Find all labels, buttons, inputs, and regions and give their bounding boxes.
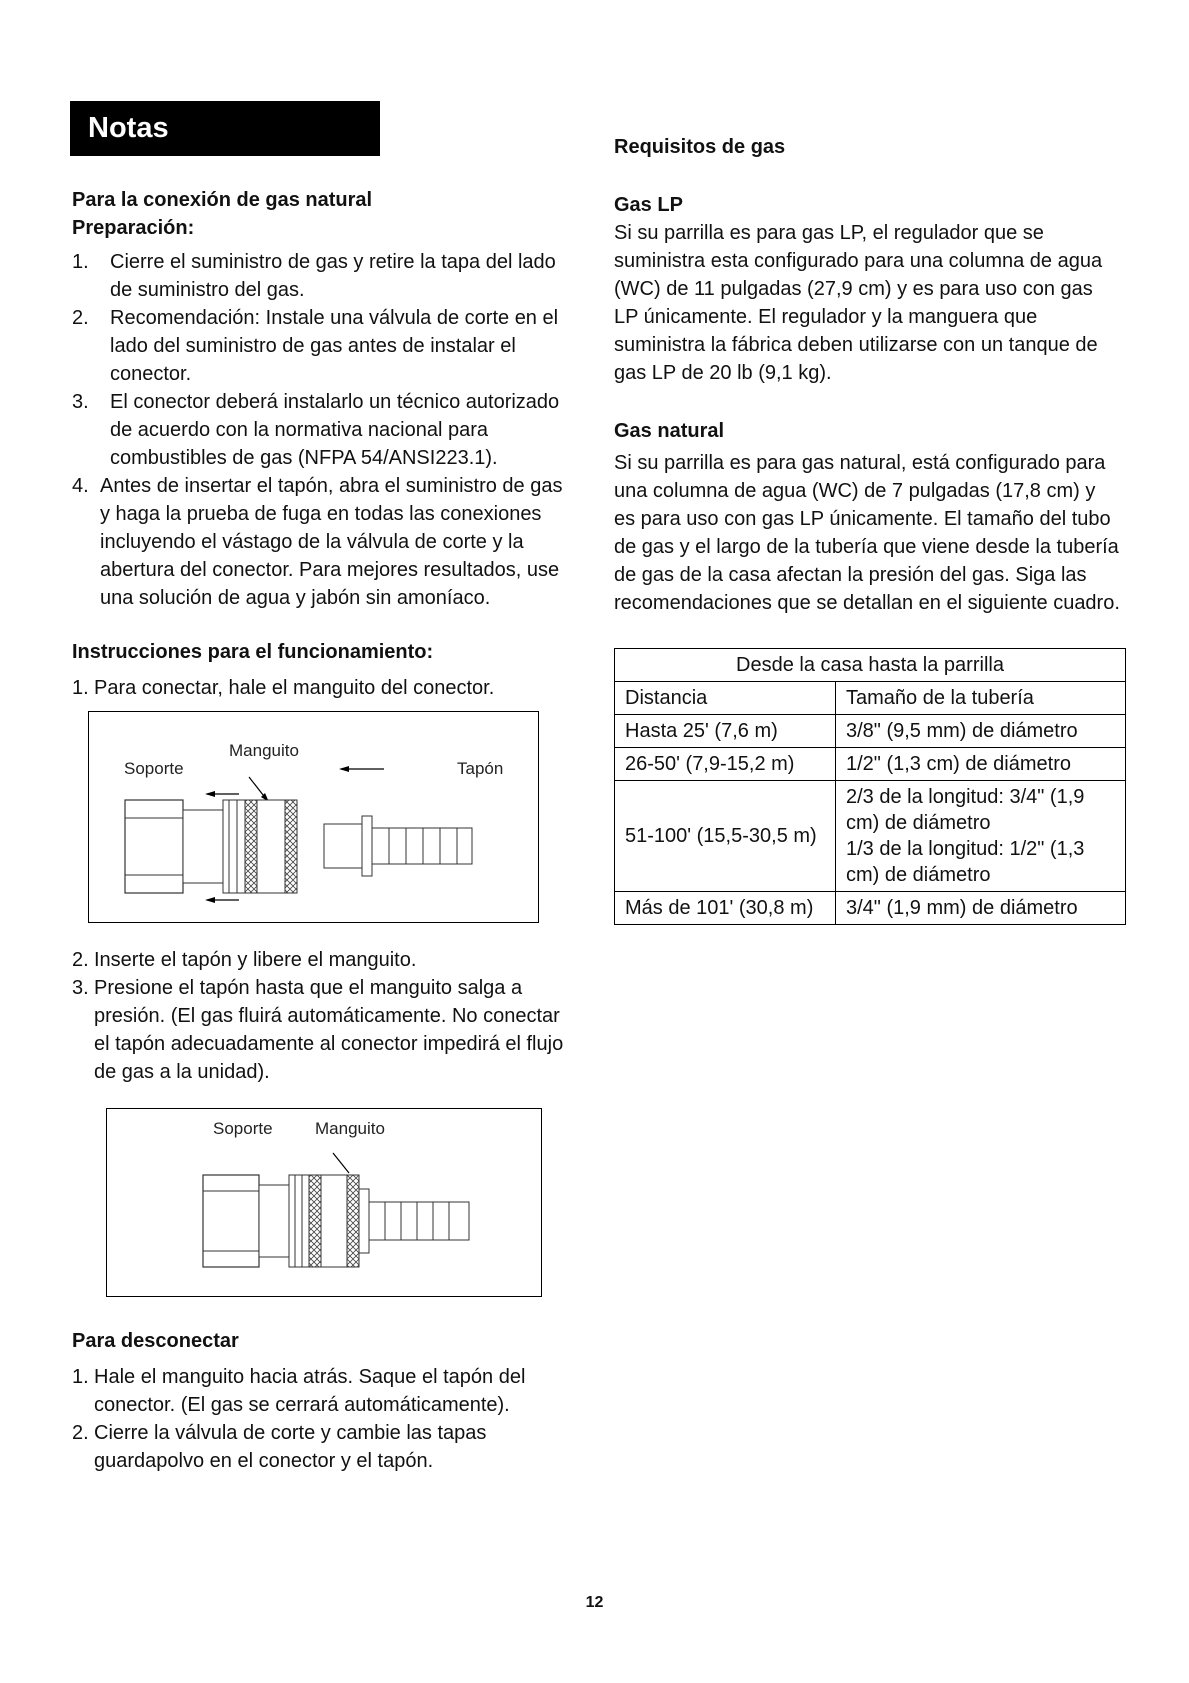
- table-row: [615, 748, 1126, 781]
- list-item: 1. Cierre el suministro de gas y retire la tapa del lado de suministro del gas.: [72, 251, 556, 301]
- table-cell: 1/2" (1,3 cm) de diámetro: [836, 748, 1126, 781]
- table-cell: 3/4" (1,9 mm) de diámetro: [836, 892, 1126, 925]
- table-row: [615, 781, 1126, 892]
- lp-gas-paragraph: Si su parrilla es para gas LP, el regulador que se suministra esta configurado para una columna de agua (WC) de 11 pulgadas (27,9 cm) y es para uso con gas LP únicamente. El regulador y la manguera que suministra la fábrica deben utilizarse con un tanque de gas LP de 20 lb (9,1 kg).: [614, 222, 1103, 384]
- operation-steps-2-3: [72, 946, 578, 1086]
- disconnect-heading: Para desconectar: [72, 1330, 239, 1352]
- left-column: [72, 186, 572, 612]
- table-row: [615, 649, 1126, 682]
- list-item: 4. Antes de insertar el tapón, abra el suministro de gas y haga la prueba de fuga en todas las conexiones incluyendo el vástago de la válvula de corte y la abertura del conector. Para mejores resultados, use una solución de agua y jabón sin amoníaco.: [72, 475, 563, 609]
- list-item: 1. Para conectar, hale el manguito del conector.: [72, 677, 495, 699]
- pipe-size-table-wrapper: [614, 648, 1126, 925]
- table-row: [615, 715, 1126, 748]
- natural-gas-paragraph: Si su parrilla es para gas natural, está configurado para una columna de agua (WC) de 7 pulgadas (17,8 cm) y es para uso con gas LP únicamente. El tamaño del tubo de gas y el largo de la tubería que viene desde la tubería de gas de la casa afectan la presión del gas. Siga las recomendaciones que se detallan en el siguiente cuadro.: [614, 452, 1120, 614]
- list-item: 3. El conector deberá instalarlo un técnico autorizado de acuerdo con la normativa nacional para combustibles de gas (NFPA 54/ANSI223.1).: [72, 391, 560, 469]
- table-cell: 51-100' (15,5-30,5 m): [615, 781, 836, 892]
- preparation-list: [72, 248, 572, 612]
- table-cell-line: 2/3 de la longitud: 3/4" (1,9 cm) de diámetro: [846, 786, 1085, 834]
- table-row: [615, 682, 1126, 715]
- table-title: Desde la casa hasta la parrilla: [615, 649, 1126, 682]
- notes-banner: Notas: [70, 101, 380, 156]
- table-row: [615, 892, 1126, 925]
- natural-gas-connection-heading: Para la conexión de gas natural: [72, 189, 373, 211]
- manguito-label: Manguito: [229, 741, 299, 760]
- lp-gas-heading: Gas LP: [614, 194, 683, 216]
- table-cell: 26-50' (7,9-15,2 m): [615, 748, 836, 781]
- operation-section: [72, 638, 572, 702]
- list-item: 2. Recomendación: Instale una válvula de corte en el lado del suministro de gas antes de instalar el conector.: [72, 307, 559, 385]
- disconnect-list: [72, 1363, 572, 1475]
- page-number: 12: [585, 1594, 604, 1611]
- table-cell: 3/8" (9,5 mm) de diámetro: [836, 715, 1126, 748]
- tapon-label: Tapón: [457, 759, 504, 778]
- operation-steps-list: [72, 946, 578, 1086]
- list-item: 2. Inserte el tapón y libere el manguito.: [72, 949, 417, 971]
- manguito-label: Manguito: [315, 1119, 385, 1138]
- soporte-label: Soporte: [213, 1119, 273, 1138]
- preparation-heading: Preparación:: [72, 217, 195, 239]
- right-column: [614, 133, 1124, 617]
- table-cell: Hasta 25' (7,6 m): [615, 715, 836, 748]
- connector-plug-drawing: [89, 712, 537, 920]
- connector-figure-disconnected: [88, 711, 539, 923]
- gas-requirements-heading: Requisitos de gas: [614, 136, 786, 158]
- table-cell: [836, 781, 1126, 892]
- list-item: 2. Cierre la válvula de corte y cambie las tapas guardapolvo en el conector y el tapón.: [72, 1422, 487, 1472]
- list-item: 3. Presione el tapón hasta que el manguito salga a presión. (El gas fluirá automáticamente. No conectar el tapón adecuadamente al conector impedirá el flujo de gas a la unidad).: [72, 977, 564, 1083]
- connector-figure-connected: [106, 1108, 542, 1297]
- connector-plug-drawing: [107, 1109, 539, 1295]
- column-header-distance: Distancia: [615, 682, 836, 715]
- table-cell: Más de 101' (30,8 m): [615, 892, 836, 925]
- soporte-label: Soporte: [124, 759, 184, 778]
- list-item: 1. Hale el manguito hacia atrás. Saque el tapón del conector. (El gas se cerrará automáticamente).: [72, 1366, 526, 1416]
- operation-step-1: [72, 674, 572, 702]
- pipe-size-table: [614, 648, 1126, 925]
- natural-gas-heading: Gas natural: [614, 420, 725, 442]
- operation-heading: Instrucciones para el funcionamiento:: [72, 641, 434, 663]
- column-header-pipe-size: Tamaño de la tubería: [836, 682, 1126, 715]
- disconnect-section: [72, 1327, 572, 1475]
- table-cell-line: 1/3 de la longitud: 1/2" (1,3 cm) de diámetro: [846, 838, 1085, 886]
